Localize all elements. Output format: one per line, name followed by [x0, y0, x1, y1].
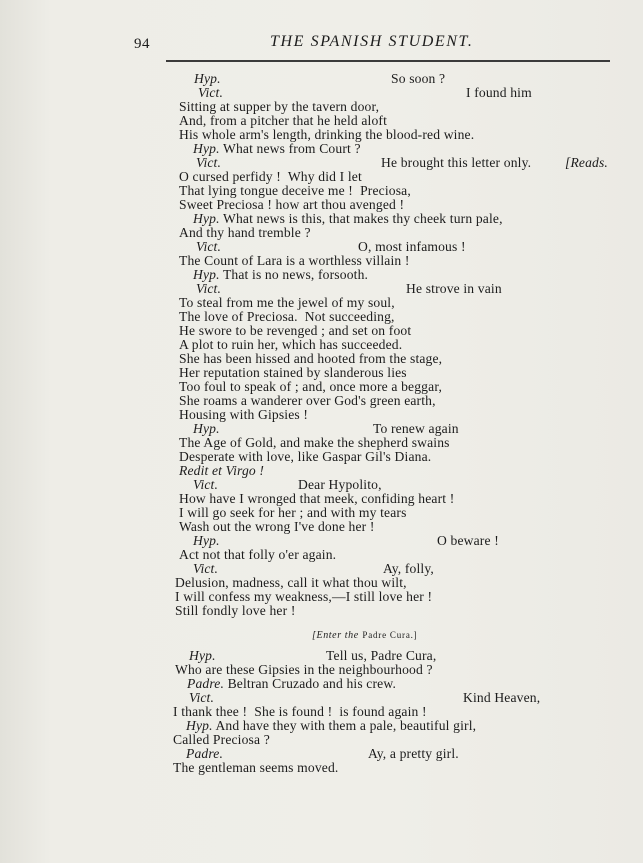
verse-line: The love of Preciosa. Not succeeding, [179, 309, 395, 324]
verse-line: And, from a pitcher that he held aloft [179, 113, 388, 128]
verse-line: Who are these Gipsies in the neighbourhood ? [175, 662, 433, 677]
dialogue-line [186, 719, 476, 733]
verse-line: A plot to ruin her, which has succeeded. [179, 337, 403, 352]
verse-line: That lying tongue deceive me ! Preciosa, [179, 183, 411, 198]
verse-line: Desperate with love, like Gaspar Gil's Diana. [179, 449, 432, 464]
speaker-label: Hyp. [193, 141, 220, 156]
dialogue-line: To renew again [373, 421, 459, 436]
stage-direction-enter: [Enter the [312, 630, 359, 641]
dialogue-text: Beltran Cruzado and his crew. [224, 676, 396, 691]
verse-line: Her reputation stained by slanderous lies [179, 365, 407, 380]
verse-line: She roams a wanderer over God's green earth, [179, 393, 436, 408]
verse-line: I will confess my weakness,—I still love her ! [175, 589, 433, 604]
speaker-label: Hyp. [189, 648, 216, 663]
speaker-label: Padre. [187, 676, 225, 691]
speaker-label: Vict. [196, 239, 222, 254]
speaker-label: Padre. [186, 746, 224, 761]
dialogue-line [193, 268, 368, 282]
speaker-label: Hyp. [186, 718, 213, 733]
dialogue-text: What news from Court ? [219, 141, 361, 156]
verse-line: Too foul to speak of ; and, once more a beggar, [179, 379, 442, 394]
verse-line: The Age of Gold, and make the shepherd swains [179, 435, 450, 450]
page-number: 94 [134, 36, 150, 52]
verse-line: O cursed perfidy ! Why did I let [179, 169, 362, 184]
verse-line: The Count of Lara is a worthless villain ! [179, 253, 410, 268]
dialogue-line: O, most infamous ! [358, 239, 466, 254]
running-title: THE SPANISH STUDENT. [270, 33, 474, 50]
dialogue-text: What news is this, that makes thy cheek turn pale, [219, 211, 503, 226]
verse-line: Housing with Gipsies ! [179, 407, 309, 422]
verse-line: To steal from me the jewel of my soul, [179, 295, 395, 310]
speaker-label: Vict. [189, 690, 215, 705]
verse-line: How have I wronged that meek, confiding heart ! [179, 491, 455, 506]
dialogue-line: O beware ! [437, 533, 499, 548]
verse-line: Delusion, madness, call it what thou wilt, [175, 575, 407, 590]
dialogue-line: He strove in vain [406, 281, 502, 296]
speaker-label: Vict. [198, 85, 224, 100]
verse-line: I thank thee ! She is found ! is found again ! [173, 704, 427, 719]
verse-line: Called Preciosa ? [173, 732, 270, 747]
dialogue-text: And have they with them a pale, beautiful girl, [212, 718, 477, 733]
header-rule [166, 60, 610, 62]
speaker-label: Hyp. [193, 267, 220, 282]
speaker-label: Vict. [196, 281, 222, 296]
speaker-label: Vict. [196, 155, 222, 170]
dialogue-line: Kind Heaven, [463, 690, 541, 705]
verse-line: Sweet Preciosa ! how art thou avenged ! [179, 197, 405, 212]
verse-line: And thy hand tremble ? [179, 225, 311, 240]
speaker-label: Hyp. [193, 533, 220, 548]
verse-line: Wash out the wrong I've done her ! [179, 519, 375, 534]
dialogue-line: Ay, folly, [383, 561, 434, 576]
dialogue-text: That is no news, forsooth. [219, 267, 369, 282]
dialogue-line: So soon ? [391, 71, 446, 86]
dialogue-line [187, 677, 396, 691]
verse-line: Act not that folly o'er again. [179, 547, 337, 562]
verse-line: I will go seek for her ; and with my tears [179, 505, 407, 520]
verse-line: He swore to be revenged ; and set on foot [179, 323, 412, 338]
dialogue-line [193, 142, 361, 156]
speaker-label: Vict. [193, 561, 219, 576]
dialogue-line: Ay, a pretty girl. [368, 746, 459, 761]
stage-direction: [Reads. [565, 155, 608, 170]
speaker-label: Hyp. [193, 421, 220, 436]
verse-line: The gentleman seems moved. [173, 760, 339, 775]
verse-line: His whole arm's length, drinking the blood-red wine. [179, 127, 475, 142]
speaker-label: Hyp. [193, 211, 220, 226]
verse-line: She has been hissed and hooted from the stage, [179, 351, 443, 366]
verse-line: Redit et Virgo ! [179, 463, 265, 478]
dialogue-line: I found him [466, 85, 532, 100]
stage-direction [312, 627, 417, 643]
dialogue-line: Tell us, Padre Cura, [326, 648, 437, 663]
dialogue-line: He brought this letter only. [381, 155, 532, 170]
verse-line: Sitting at supper by the tavern door, [179, 99, 380, 114]
dialogue-line [193, 212, 503, 226]
verse-line: Still fondly love her ! [175, 603, 296, 618]
dialogue-line: Dear Hypolito, [298, 477, 382, 492]
speaker-label: Hyp. [194, 71, 221, 86]
speaker-label: Vict. [193, 477, 219, 492]
page-header [0, 0, 643, 66]
stage-direction-character: Padre Cura.] [362, 630, 418, 640]
